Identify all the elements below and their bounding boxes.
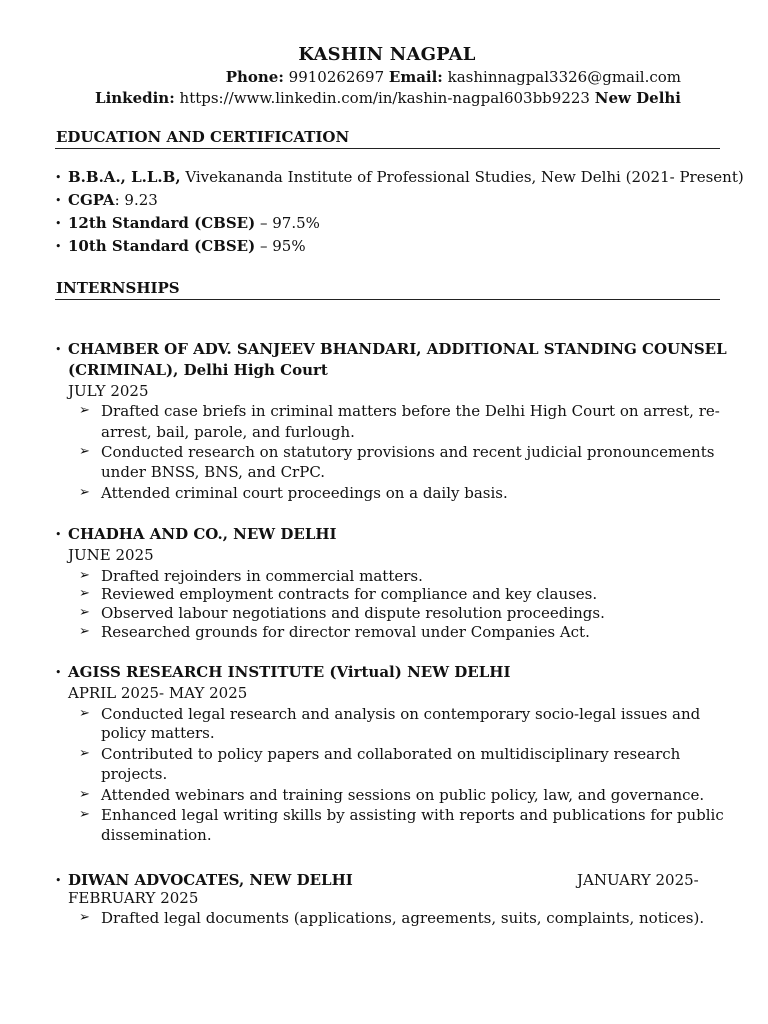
internship-org-line: (CRIMINAL), Delhi High Court [68, 361, 328, 379]
arrow-bullet-icon: ➢ [79, 746, 90, 761]
section-title-internships: INTERNSHIPS [56, 279, 180, 297]
linkedin-url[interactable]: https://www.linkedin.com/in/kashin-nagpal603bb9223 [179, 89, 590, 107]
task-text: policy matters. [101, 724, 215, 742]
arrow-bullet-icon: ➢ [79, 787, 90, 802]
arrow-bullet-icon: ➢ [79, 444, 90, 459]
education-item: 12th Standard (CBSE) – 97.5% [68, 214, 320, 232]
task-text: Drafted case briefs in criminal matters before the Delhi High Court on arrest, re- [101, 402, 720, 420]
arrow-bullet-icon: ➢ [79, 807, 90, 822]
contact-line-phone-email [226, 67, 681, 87]
task-text: Conducted research on statutory provisions and recent judicial pronouncements [101, 443, 715, 461]
bullet-icon: • [55, 343, 62, 356]
arrow-bullet-icon: ➢ [79, 605, 90, 620]
internship-org-line: CHAMBER OF ADV. SANJEEV BHANDARI, ADDITIONAL STANDING COUNSEL [68, 340, 727, 358]
bullet-icon: • [55, 528, 62, 541]
internship-org-line: AGISS RESEARCH INSTITUTE (Virtual) NEW DELHI [68, 663, 511, 681]
internship-date: JUNE 2025 [68, 546, 154, 564]
task-text: Observed labour negotiations and dispute resolution proceedings. [101, 604, 605, 622]
task-text: Enhanced legal writing skills by assisting with reports and publications for public [101, 806, 724, 824]
section-divider [55, 148, 720, 149]
task-text: Reviewed employment contracts for compliance and key clauses. [101, 585, 598, 603]
task-text: Attended criminal court proceedings on a daily basis. [101, 484, 508, 502]
task-text: projects. [101, 765, 168, 783]
arrow-bullet-icon: ➢ [79, 706, 90, 721]
arrow-bullet-icon: ➢ [79, 624, 90, 639]
task-text: Drafted legal documents (applications, agreements, suits, complaints, notices). [101, 909, 705, 927]
bullet-icon: • [55, 171, 62, 184]
education-item: B.B.A., L.L.B, Vivekananda Institute of Professional Studies, New Delhi (2021- Present) [68, 168, 744, 186]
linkedin-label: Linkedin: [95, 89, 175, 107]
arrow-bullet-icon: ➢ [79, 485, 90, 500]
task-text: Drafted rejoinders in commercial matters. [101, 567, 423, 585]
email-label: Email: [388, 68, 443, 86]
task-text: Conducted legal research and analysis on contemporary socio-legal issues and [101, 705, 701, 723]
phone-value: 9910262697 [288, 68, 385, 86]
bullet-icon: • [55, 874, 62, 887]
phone-label: Phone: [225, 68, 284, 86]
arrow-bullet-icon: ➢ [79, 403, 90, 418]
bullet-icon: • [55, 240, 62, 253]
internship-date-start: JANUARY 2025- [577, 871, 699, 889]
education-item: CGPA: 9.23 [68, 191, 158, 209]
bullet-icon: • [55, 194, 62, 207]
task-text: under BNSS, BNS, and CrPC. [101, 463, 326, 481]
resume-name: KASHIN NAGPAL [298, 44, 476, 65]
internship-org-line: DIWAN ADVOCATES, NEW DELHI [68, 871, 353, 889]
arrow-bullet-icon: ➢ [79, 568, 90, 583]
task-text: Researched grounds for director removal under Companies Act. [101, 623, 590, 641]
task-text: Attended webinars and training sessions on public policy, law, and governance. [101, 786, 705, 804]
section-title-education: EDUCATION AND CERTIFICATION [56, 128, 350, 146]
task-text: arrest, bail, parole, and furlough. [101, 423, 355, 441]
internship-date: JULY 2025 [68, 382, 149, 400]
bullet-icon: • [55, 217, 62, 230]
arrow-bullet-icon: ➢ [79, 586, 90, 601]
arrow-bullet-icon: ➢ [79, 910, 90, 925]
task-text: dissemination. [101, 826, 212, 844]
internship-date: APRIL 2025- MAY 2025 [68, 684, 248, 702]
task-text: Contributed to policy papers and collaborated on multidisciplinary research [101, 745, 681, 763]
education-item: 10th Standard (CBSE) – 95% [68, 237, 306, 255]
section-divider [55, 299, 720, 300]
location: New Delhi [594, 89, 681, 107]
contact-line-linkedin [95, 88, 681, 108]
internship-date: FEBRUARY 2025 [68, 889, 199, 907]
internship-org-line: CHADHA AND CO., NEW DELHI [68, 525, 337, 543]
email-value[interactable]: kashinnagpal3326@gmail.com [447, 68, 681, 86]
bullet-icon: • [55, 666, 62, 679]
